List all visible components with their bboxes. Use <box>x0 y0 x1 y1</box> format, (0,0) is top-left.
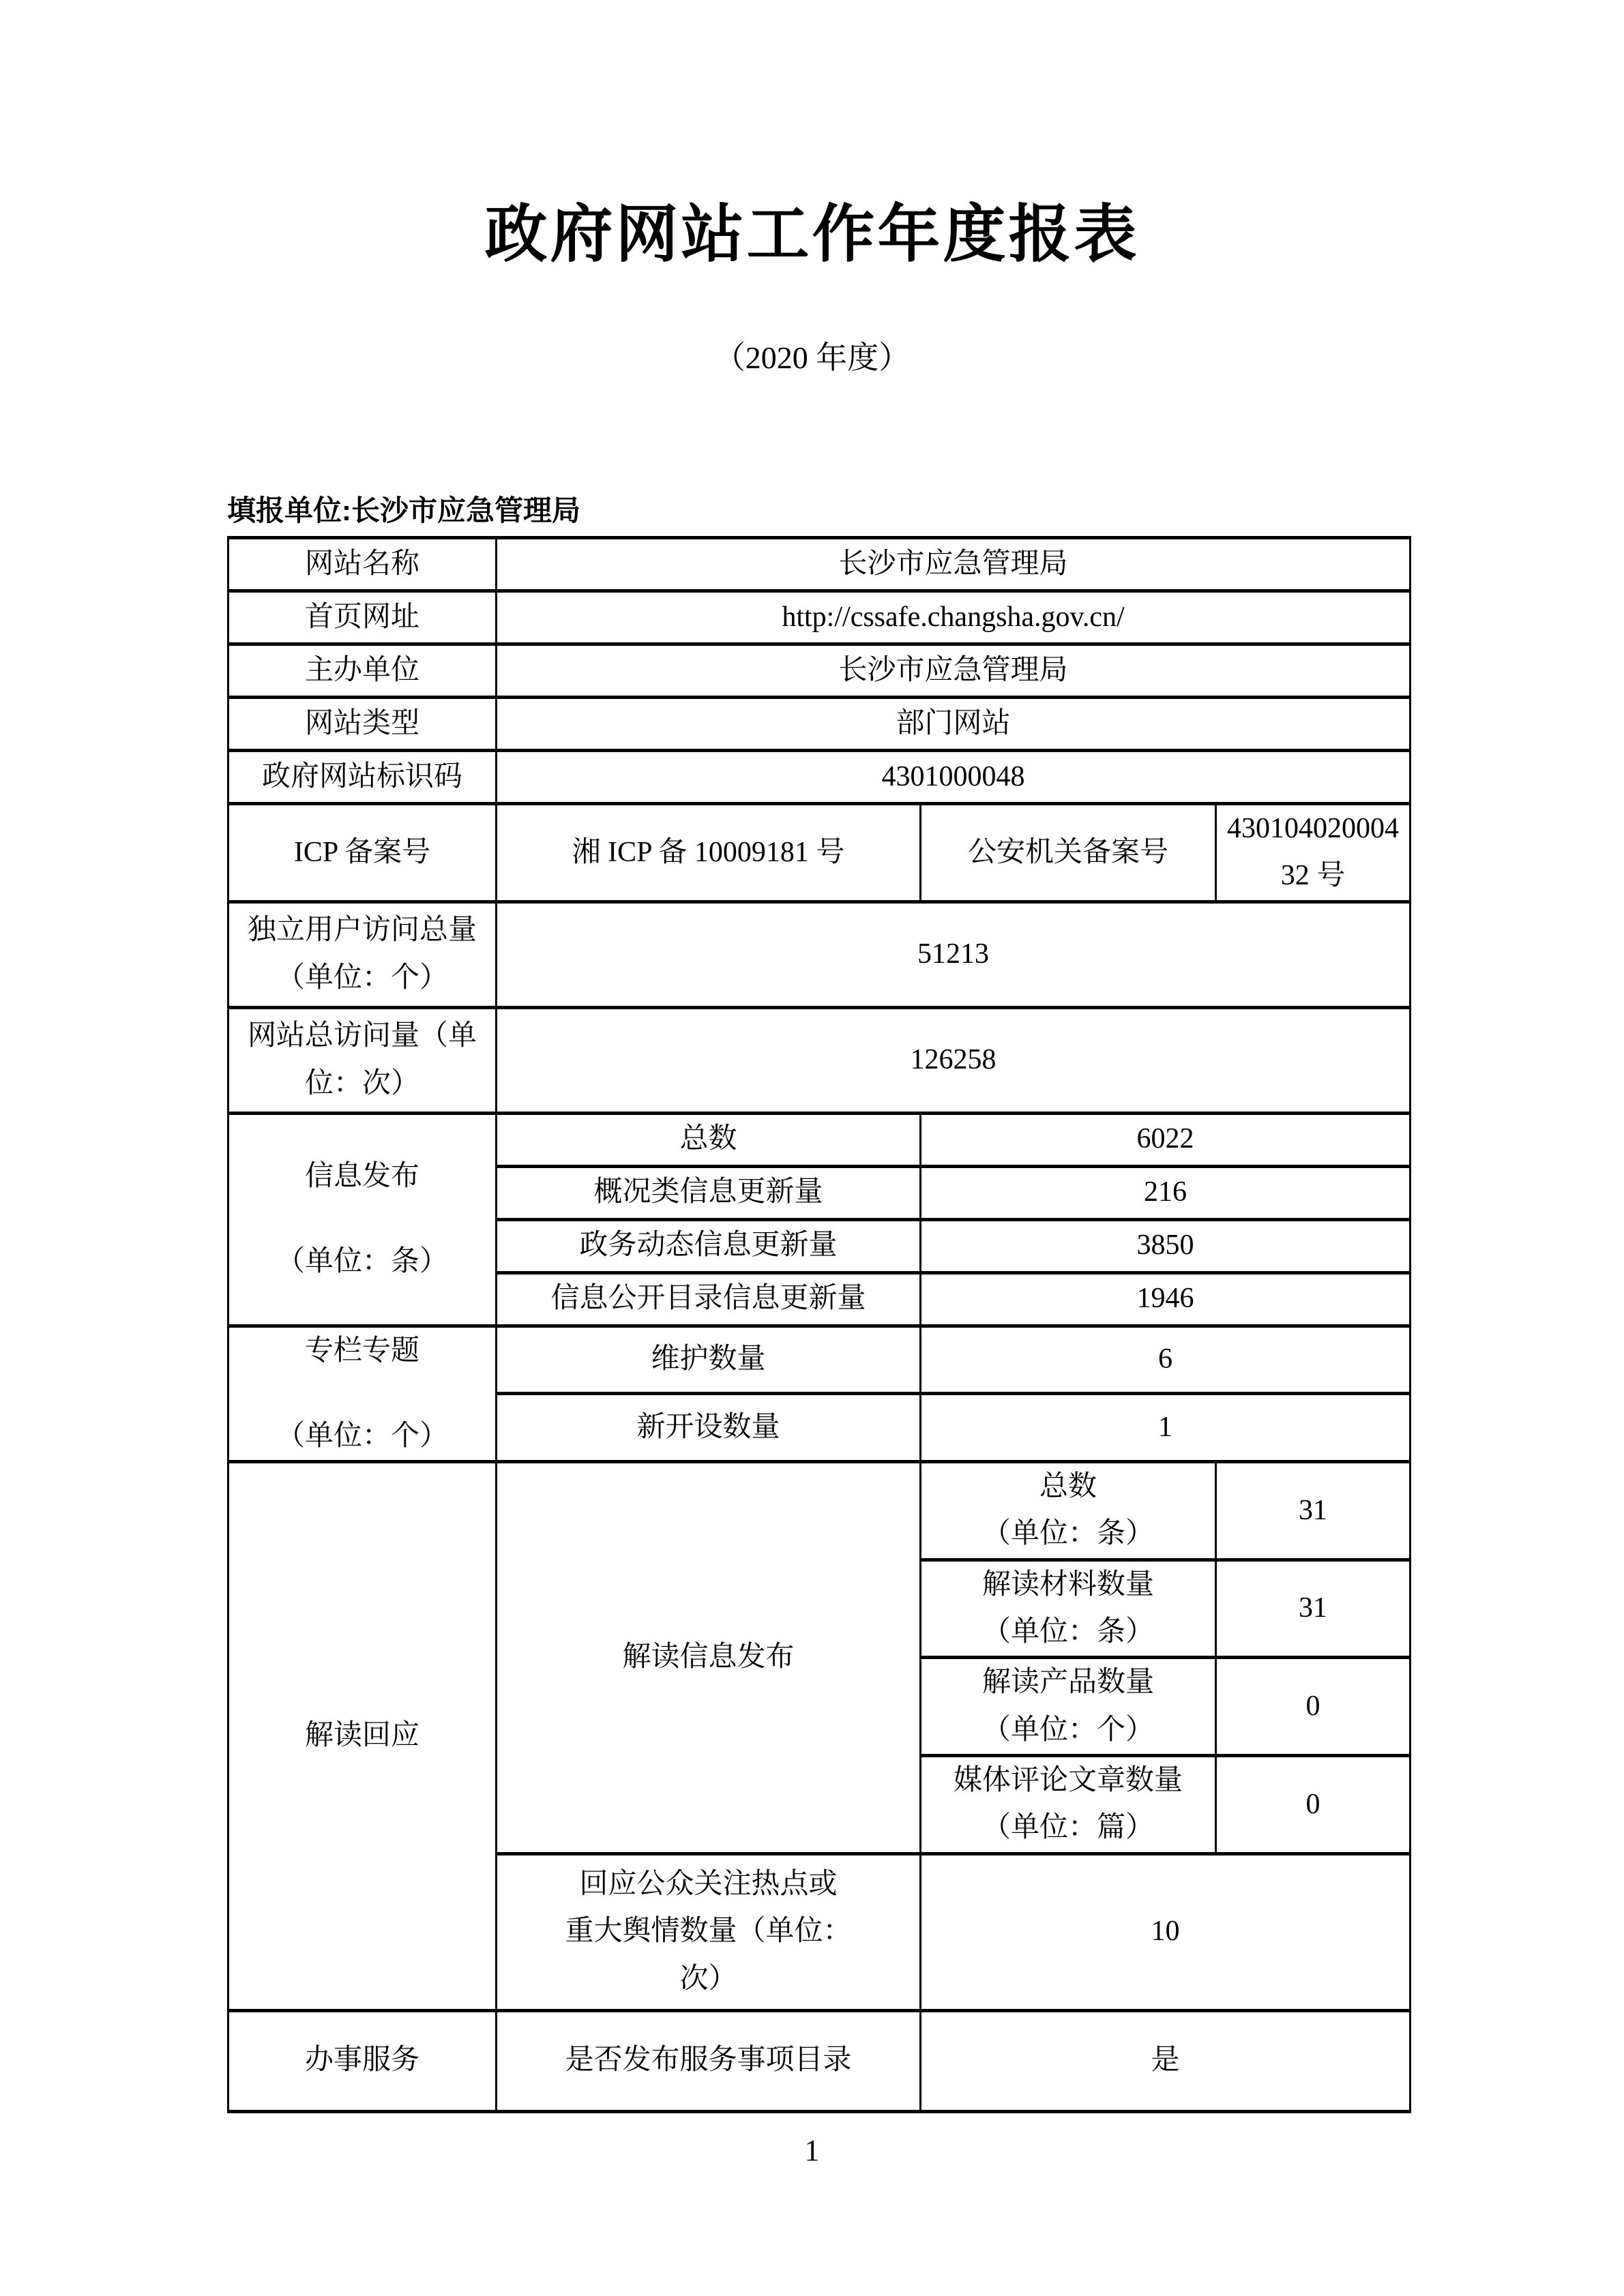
homepage-url-value: http://cssafe.changsha.gov.cn/ <box>497 591 1411 644</box>
interp-total-label-line1: 总数 <box>1039 1471 1097 1503</box>
reporting-unit-label: 填报单位:长沙市应急管理局 <box>227 494 580 526</box>
response-hotspot-label-line2: 重大舆情数量（单位： <box>565 1915 852 1948</box>
row-topics-maintained <box>228 1326 1411 1394</box>
total-visits-label: 网站总访问量（单位：次） <box>228 1007 497 1113</box>
response-hotspot-label-line1: 回应公众关注热点或 <box>579 1868 838 1900</box>
row-total-visits <box>228 1007 1411 1113</box>
open-catalog-update-label: 信息公开目录信息更新量 <box>497 1272 921 1326</box>
interp-products-label-line2: （单位：个） <box>981 1714 1154 1746</box>
topics-new-label: 新开设数量 <box>497 1394 921 1462</box>
service-catalog-value: 是 <box>921 2010 1411 2111</box>
site-type-value: 部门网站 <box>497 698 1411 751</box>
row-icp <box>228 804 1411 902</box>
site-code-label: 政府网站标识码 <box>228 751 497 804</box>
interp-total-value: 31 <box>1216 1462 1411 1560</box>
row-homepage <box>228 591 1411 644</box>
interp-materials-label-line1: 解读材料数量 <box>981 1568 1154 1600</box>
interp-media-label <box>921 1755 1216 1853</box>
info-publish-group-line1: 信息发布 <box>304 1160 419 1192</box>
info-publish-group-label <box>228 1113 497 1326</box>
site-type-label: 网站类型 <box>228 698 497 751</box>
row-unique-visitors <box>228 901 1411 1007</box>
interp-total-label <box>921 1462 1216 1560</box>
site-name-label: 网站名称 <box>228 538 497 591</box>
response-hotspot-label-line3: 次） <box>679 1963 737 1995</box>
row-site-type <box>228 698 1411 751</box>
interp-media-label-line1: 媒体评论文章数量 <box>953 1764 1183 1796</box>
overview-update-value: 216 <box>921 1166 1411 1219</box>
homepage-label: 首页网址 <box>228 591 497 644</box>
gov-dynamics-update-label: 政务动态信息更新量 <box>497 1219 921 1272</box>
service-group-label: 办事服务 <box>228 2010 497 2111</box>
interp-media-value: 0 <box>1216 1755 1411 1853</box>
organizer-value: 长沙市应急管理局 <box>497 644 1411 698</box>
row-site-code <box>228 751 1411 804</box>
annual-report-table <box>227 536 1411 2113</box>
page-number: 1 <box>804 2134 820 2167</box>
site-code-value: 4301000048 <box>497 751 1411 804</box>
topics-maintained-label: 维护数量 <box>497 1326 921 1394</box>
icp-label: ICP 备案号 <box>228 804 497 902</box>
interp-products-label <box>921 1658 1216 1756</box>
interp-products-value: 0 <box>1216 1658 1411 1756</box>
overview-update-label: 概况类信息更新量 <box>497 1166 921 1219</box>
site-name-value: 长沙市应急管理局 <box>497 538 1411 591</box>
row-site-name <box>228 538 1411 591</box>
row-organizer <box>228 644 1411 698</box>
interp-materials-value: 31 <box>1216 1560 1411 1658</box>
topics-group-line2: （单位：个） <box>276 1420 448 1452</box>
topics-new-value: 1 <box>921 1394 1411 1462</box>
info-publish-group-line2: （单位：条） <box>276 1246 448 1278</box>
icp-value: 湘 ICP 备 10009181 号 <box>497 804 921 902</box>
police-record-label: 公安机关备案号 <box>921 804 1216 902</box>
row-info-publish-total <box>228 1113 1411 1166</box>
unique-visitors-value: 51213 <box>497 901 1411 1007</box>
total-visits-value: 126258 <box>497 1007 1411 1113</box>
interp-total-label-line2: （单位：条） <box>981 1518 1154 1550</box>
open-catalog-update-value: 1946 <box>921 1272 1411 1326</box>
page-title: 政府网站工作年度报表 <box>484 200 1140 269</box>
gov-dynamics-update-value: 3850 <box>921 1219 1411 1272</box>
interp-media-label-line2: （单位：篇） <box>981 1812 1154 1844</box>
organizer-label: 主办单位 <box>228 644 497 698</box>
police-record-value: 43010402000432 号 <box>1216 804 1411 902</box>
interpretation-group-label: 解读回应 <box>228 1462 497 2010</box>
interp-materials-label-line2: （单位：条） <box>981 1616 1154 1648</box>
topics-maintained-value: 6 <box>921 1326 1411 1394</box>
info-publish-total-value: 6022 <box>921 1113 1411 1166</box>
interpretation-publish-label: 解读信息发布 <box>497 1462 921 1853</box>
service-catalog-label: 是否发布服务事项目录 <box>497 2010 921 2111</box>
unique-visitors-label: 独立用户访问总量（单位：个） <box>228 901 497 1007</box>
interp-products-label-line1: 解读产品数量 <box>981 1667 1154 1699</box>
topics-group-label <box>228 1326 497 1462</box>
topics-group-line1: 专栏专题 <box>304 1335 419 1367</box>
row-service <box>228 2010 1411 2111</box>
response-hotspot-label <box>497 1853 921 2010</box>
info-publish-total-label: 总数 <box>497 1113 921 1166</box>
interp-materials-label <box>921 1560 1216 1658</box>
response-hotspot-value: 10 <box>921 1853 1411 2010</box>
page-subtitle: （2020 年度） <box>713 340 911 375</box>
row-interp-total <box>228 1462 1411 1560</box>
